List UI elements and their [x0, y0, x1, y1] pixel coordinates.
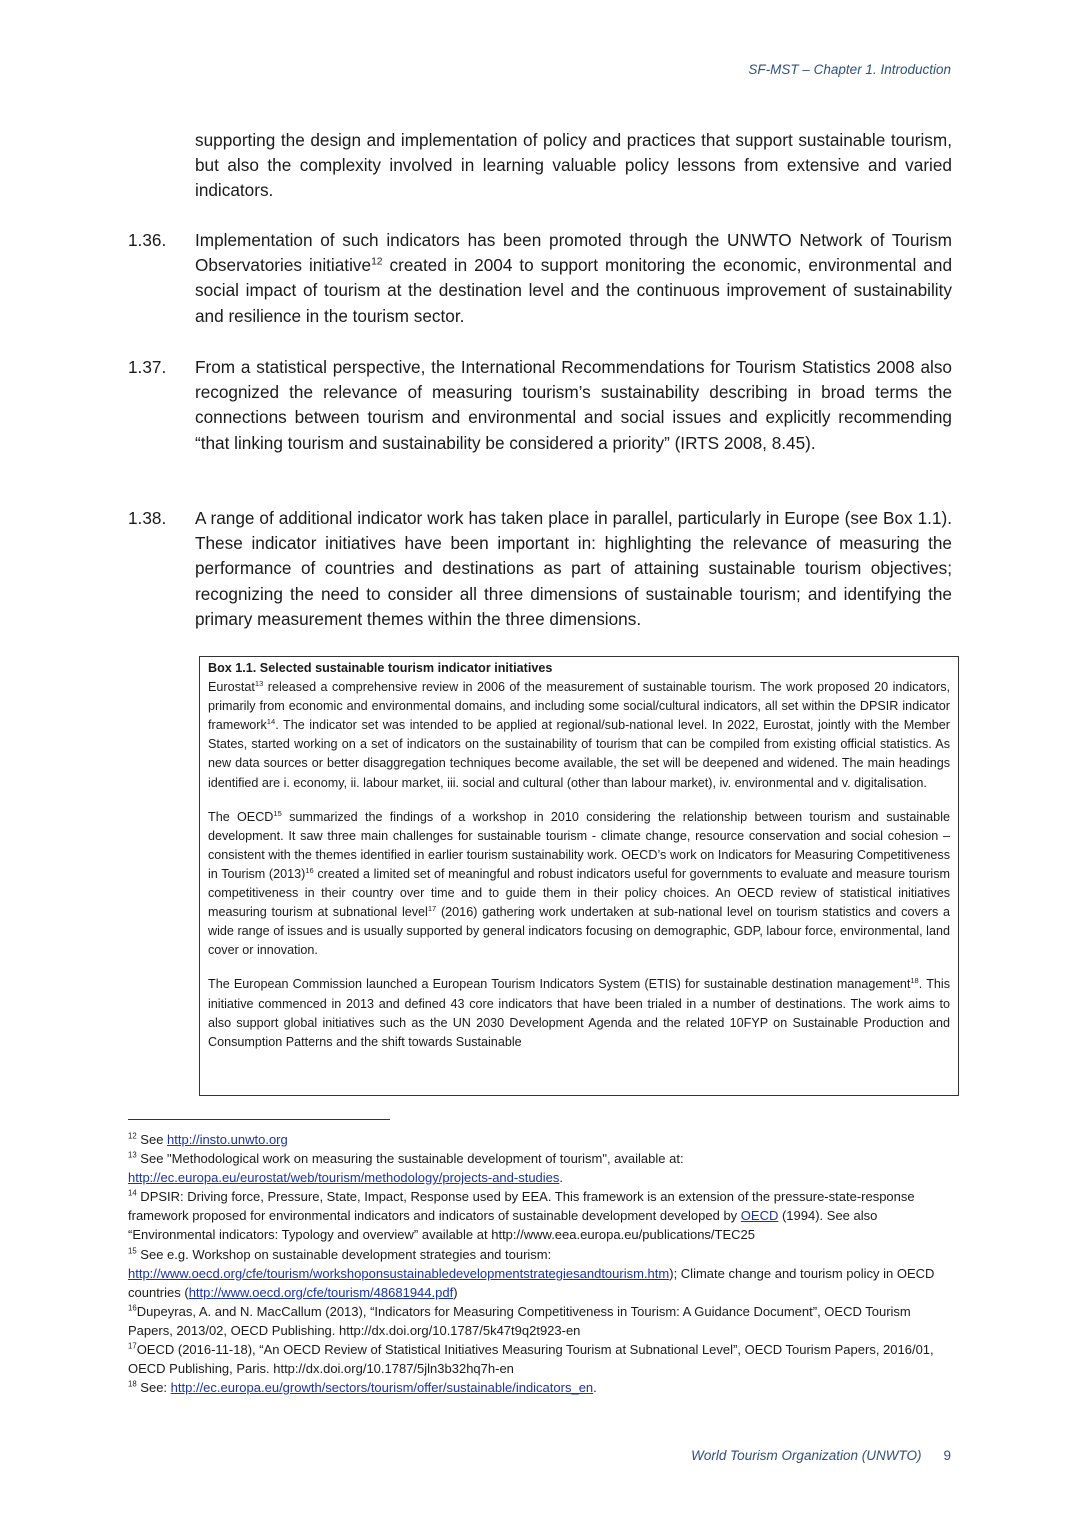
footnote-12	[128, 1130, 958, 1149]
footnote-18	[128, 1378, 958, 1397]
footnote-ref-18[interactable]: 18	[910, 976, 919, 986]
box-paragraph-oecd	[208, 808, 950, 961]
text-segment: created a limited set of meaningful and robust indicators useful for governments to evaluate and measure tourism competitiveness in their country over time and to guide them in their policy choices. An OECD review of statistical initiatives measuring tourism at subnational level	[208, 866, 950, 920]
footnote-link[interactable]: http://ec.europa.eu/eurostat/web/tourism/methodology/projects-and-studies	[128, 1170, 560, 1186]
paragraph-text: From a statistical perspective, the International Recommendations for Tourism Statistics 2008 also recognized the relevance of measuring tourism’s sustainability describing in broad terms the connections between tourism and environmental and social issues and explicitly recommending “that linking tourism and sustainability be considered a priority” (IRTS 2008, 8.45).	[195, 357, 952, 453]
paragraph-text	[195, 228, 952, 329]
footnote-number: 12	[128, 1131, 137, 1141]
footnote-ref-16[interactable]: 16	[305, 865, 314, 875]
text-segment: The OECD	[208, 809, 274, 824]
footnote-number: 16	[128, 1303, 137, 1313]
footnote-16	[128, 1302, 958, 1340]
paragraph-number: 1.38.	[128, 508, 167, 528]
box-title: Box 1.1. Selected sustainable tourism indicator initiatives	[208, 661, 553, 675]
page-footer	[691, 1448, 951, 1463]
text-segment: )	[453, 1284, 458, 1300]
footnote-link[interactable]: http://insto.unwto.org	[167, 1132, 288, 1147]
footnote-ref-15[interactable]: 15	[273, 808, 282, 818]
footnote-number: 17	[128, 1341, 137, 1351]
text-segment: DPSIR: Driving force, Pressure, State, Impact, Response used by EEA. This framework is an extension of the pressure-state-response framework proposed for environmental indicators and indicators of sustainable development developed by	[128, 1189, 915, 1224]
paragraph-number: 1.36.	[128, 230, 167, 250]
footnote-number: 14	[128, 1188, 137, 1198]
text-segment: Dupeyras, A. and N. MacCallum (2013), “Indicators for Measuring Competitiveness in Tourism: A Guidance Document”, OECD Tourism Papers, 2013/02, OECD Publishing. http://dx.doi.org/10.1787/5k47t9q2t923-en	[128, 1303, 911, 1338]
paragraph-text: supporting the design and implementation of policy and practices that support sustainable tourism, but also the complexity involved in learning valuable policy lessons from extensive and varied indicators.	[195, 130, 952, 201]
paragraph-text: A range of additional indicator work has taken place in parallel, particularly in Europe (see Box 1.1). These indicator initiatives have been important in: highlighting the relevance of measuring the performance of countries and destinations as part of attaining sustainable tourism objectives; recognizing the need to consider all three dimensions of sustainable tourism; and identifying the primary measurement themes within the three dimensions.	[195, 508, 952, 629]
footnote-ref-13[interactable]: 13	[254, 678, 264, 688]
footnote-ref-17[interactable]: 17	[427, 903, 437, 913]
footnote-link[interactable]: http://www.oecd.org/cfe/tourism/48681944.pdf	[188, 1284, 454, 1300]
footnote-17	[128, 1340, 958, 1378]
paragraph-number: 1.37.	[128, 357, 167, 377]
footnote-number: 15	[128, 1246, 137, 1256]
text-segment: .	[559, 1170, 564, 1186]
text-segment: .	[593, 1380, 597, 1396]
text-segment: Eurostat	[208, 680, 255, 695]
footnote-link[interactable]: http://www.oecd.org/cfe/tourism/workshoponsustainabledevelopmentstrategiesandtourism.htm	[128, 1265, 670, 1281]
box-paragraph-etis	[208, 975, 950, 1051]
text-segment: (1994). See also “Environmental indicators: Typology and overview” available at http://www.eea.europa.eu/publications/TEC25	[128, 1208, 878, 1243]
footnote-link[interactable]: http://ec.europa.eu/growth/sectors/tourism/offer/sustainable/indicators_en	[170, 1380, 594, 1396]
text-segment: created in 2004 to support monitoring the economic, environmental and social impact of tourism at the destination level and the continuous improvement of sustainability and resilience in the tourism sector.	[195, 255, 953, 326]
text-segment: See e.g. Workshop on sustainable development strategies and tourism:	[136, 1246, 552, 1262]
footnote-link[interactable]: OECD	[740, 1208, 779, 1224]
page-number: 9	[943, 1448, 951, 1463]
footnote-ref-14[interactable]: 14	[266, 717, 276, 727]
paragraph-1-38	[128, 506, 952, 632]
footnotes	[128, 1130, 958, 1397]
footnote-ref-12[interactable]: 12	[371, 256, 383, 268]
box-1-1	[199, 656, 959, 1096]
footnote-number: 18	[128, 1379, 137, 1389]
text-segment: . The indicator set was intended to be applied at regional/sub-national level. In 2022, Eurostat, jointly with the Member States, started working on a set of indicators on the sustainability of tourism that can be compiled from existing official statistics. As new data sources or better disaggregation techniques become available, the set will be deepened and widened. The main headings identified are i. economy, ii. labour market, iii. social and cultural (other than labour market), iv. environmental and v. digitalisation.	[208, 718, 950, 790]
footnote-13	[128, 1149, 958, 1187]
text-segment: (2016) gathering work undertaken at sub-national level on tourism statistics and covers a wide range of issues and is usually supported by general indicators focusing on demographic, GDP, labour force, environmental, land cover or innovation.	[208, 905, 951, 958]
paragraph-continued	[128, 128, 952, 204]
footnote-15	[128, 1245, 958, 1302]
text-segment: released a comprehensive review in 2006 of the measurement of sustainable tourism. The work proposed 20 indicators, primarily from economic and environmental domains, and including some social/cultural indicators, all set within the DPSIR indicator framework	[208, 680, 950, 733]
footnote-separator	[128, 1119, 390, 1120]
footnote-14	[128, 1187, 958, 1244]
running-header: SF-MST – Chapter 1. Introduction	[748, 62, 951, 77]
text-segment: Implementation of such indicators has been promoted through the UNWTO Network of Tourism Observatories initiative	[195, 230, 952, 276]
footer-organization: World Tourism Organization (UNWTO)	[691, 1448, 922, 1463]
text-segment: The European Commission launched a European Tourism Indicators System (ETIS) for sustainable destination management	[208, 977, 911, 992]
text-segment: ); Climate change and tourism policy in OECD countries (	[128, 1265, 935, 1300]
box-paragraph-eurostat	[208, 678, 950, 793]
text-segment: . This initiative commenced in 2013 and defined 43 core indicators that have been trialed in a number of destinations. The work aims to also support global initiatives such as the UN 2030 Development Agenda and the related 10FYP on Sustainable Production and Consumption Patterns and the shift towards Sustainable	[208, 977, 951, 1049]
text-segment: See	[136, 1132, 168, 1147]
text-segment: summarized the findings of a workshop in 2010 considering the relationship between tourism and sustainable development. It saw three main challenges for sustainable tourism - climate change, resource conservation and social cohesion – consistent with the themes identified in earlier tourism sustainability work. OECD’s work on Indicators for Measuring Competitiveness in Tourism (2013)	[208, 809, 950, 881]
text-segment: OECD (2016-11-18), “An OECD Review of Statistical Initiatives Measuring Tourism at Subnational Level”, OECD Tourism Papers, 2016/01, OECD Publishing, Paris. http://dx.doi.org/10.1787/5jln3b32hq7h-en	[128, 1342, 934, 1377]
paragraph-1-36	[128, 228, 952, 329]
text-segment: See:	[136, 1380, 171, 1396]
text-segment: See "Methodological work on measuring the sustainable development of tourism", available at:	[136, 1151, 684, 1167]
footnote-number: 13	[128, 1150, 137, 1160]
paragraph-1-37	[128, 355, 952, 456]
